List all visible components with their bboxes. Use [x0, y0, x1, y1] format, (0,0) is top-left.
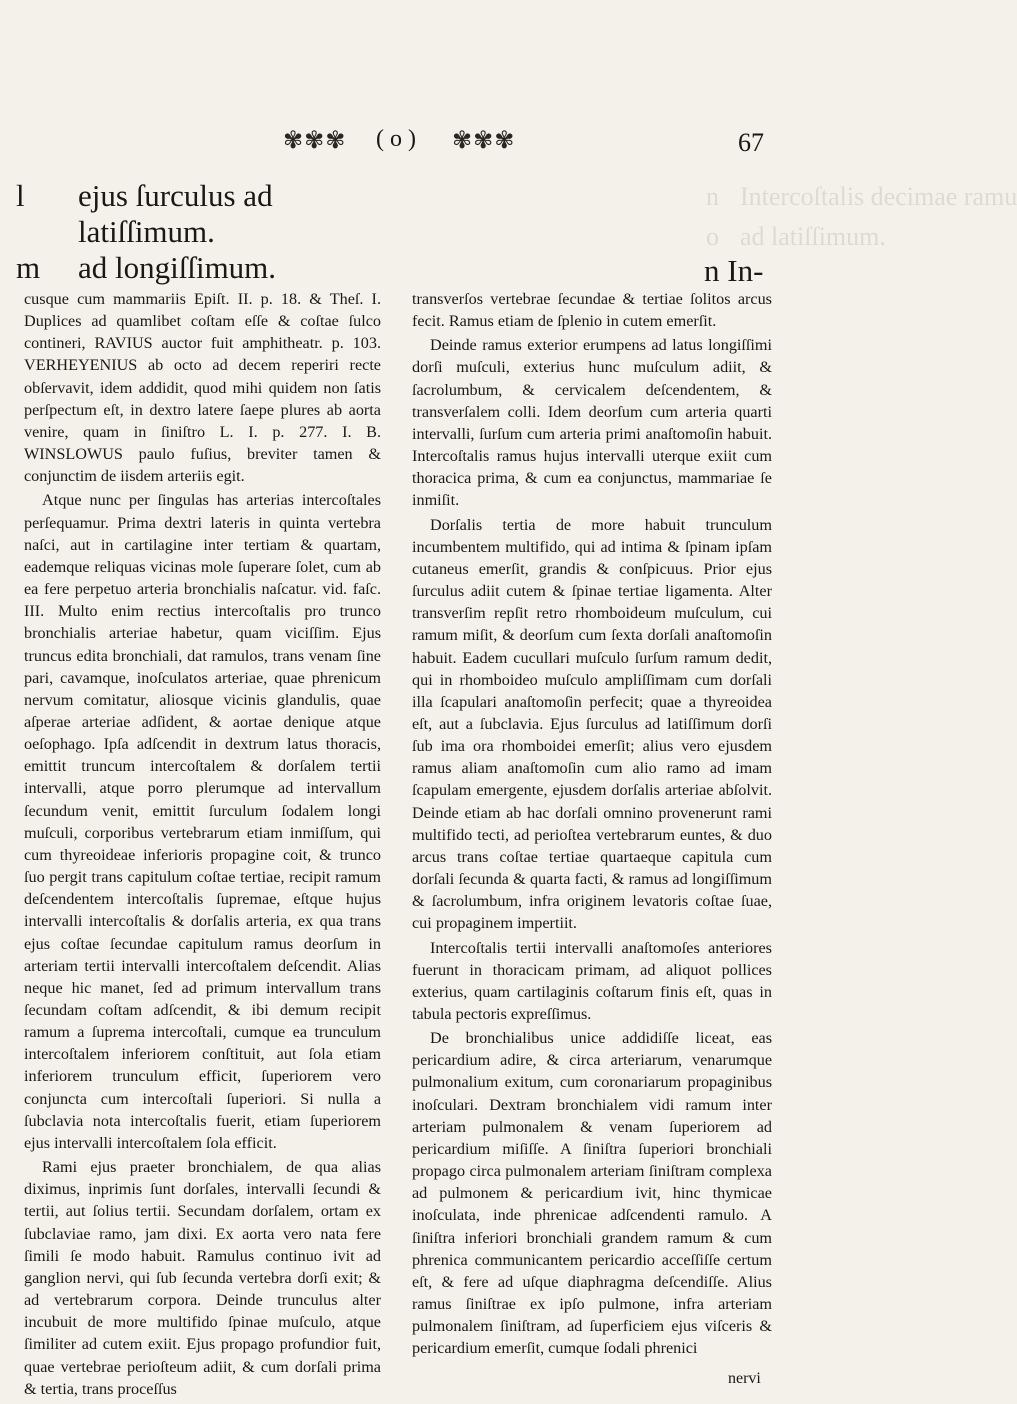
page-number: 67 [738, 128, 764, 157]
catchword: nervi [728, 1370, 761, 1387]
footnote-text: ejus ſurculus ad latiſſimum. [78, 178, 273, 249]
running-head: ( o ) [376, 126, 416, 152]
show-through-text: Intercoſtalis decimae ramu [740, 182, 1017, 211]
paragraph: Deinde ramus exterior erumpens ad latus longiſſimi dorſi muſculi, exterius hunc muſculum adiit, & ſacrolumbum, & cervicalem deſcendentem, & transverſalem colli. Idem deorſum cum arteria quarti intervalli, ſurſum cum arteria primi anaſtomoſin habuit. Intercoſtalis ramus hujus intervalli uterque exiit cum thoracica prima, & cum ea conjunctus, mammariae ſe inmiſit. [412, 336, 772, 510]
footnote-continuation: n In- [704, 253, 764, 288]
headpiece-ornament-right: ✾✾✾ [452, 126, 516, 154]
left-column [24, 288, 381, 1402]
paragraph: Rami ejus praeter bronchialem, de qua alias diximus, inprimis ſunt dorſales, intervalli ſecundi & tertii, aut ſolius tertii. Secundam dorſalem, ortam ex ſubclaviae ramo, jam dixi. Ex aorta vero nata fere ſimili ſe modo habuit. Ramulus continuo ivit ad ganglion nervi, qui ſub ſecunda vertebra dorſi exit; & ad vertebrarum corpora. Deinde trunculus alter incubuit de more multifido ſpinae muſculo, atque ſimiliter ad cutem exiit. Ejus propago profundior fuit, quae vertebrae perioſteum adiit, & cum dorſali prima & tertia, trans proceſſus [24, 1158, 381, 1398]
paragraph: De bronchialibus unice addidiſſe liceat, eas pericardium adire, & circa arteriarum, venarumque pulmonalium exitum, cum coronariarum propaginibus inoſculari. Dextram bronchialem vidi ramum inter arteriam pulmonalem & venam ſuperiorem ad pericardium miſiſſe. A ſiniſtra ſuperiori bronchiali propago circa pulmonalem arteriam ſiniſtram complexa ad pulmonem & pericardium ivit, hinc thymicae inoſculata, inde phrenicae adſcendenti ramulo. A ſiniſtra inferiori bronchiali grandem ramum & cum phrenica communicantem pericardio acceſſiſſe certum eſt, & fere ad uſque diaphragma deſcendiſſe. Alius ramus ſiniſtrae ex ipſo pulmone, infra arteriam pulmonalem ſiniſtram, ad ſuperficiem ejus viſceris & pericardium emerſit, cumque ſodali phrenici [412, 1029, 772, 1358]
paragraph: transverſos vertebrae ſecundae & tertiae ſolitos arcus fecit. Ramus etiam de ſplenio in cutem emerſit. [412, 290, 772, 331]
paragraph: Intercoſtalis tertii intervalli anaſtomoſes anteriores fuerunt in thoracicam primam, ad aliquot pollices exterius, quam cartilaginis coſtarum finis eſt, quas in tabula pectoris expreſſimus. [412, 938, 772, 1023]
footnote-m [16, 250, 406, 286]
show-through-text: o [706, 222, 719, 251]
footnote-key: m [16, 250, 41, 285]
footnote-l [16, 178, 406, 250]
footnote-block [16, 178, 406, 286]
show-through-text: n [706, 182, 719, 211]
show-through-text: ad latiſſimum. [740, 222, 886, 251]
footnote-text: ad longiſſimum. [78, 250, 277, 285]
headpiece-ornament-left: ✾✾✾ [283, 126, 347, 154]
paragraph: cusque cum mammariis Epiſt. II. p. 18. & Theſ. I. Duplices ad quamlibet coſtam eſſe & coſtae ſulco contineri, RAVIUS auctor fuit amphitheatr. p. 103. VERHEYENIUS ab octo ad decem reperiri recte obſervavit, idem addidit, quod mihi quidem non ſatis perſpectum eſt, in dextro latere ſaepe plures ab aorta venire, quam in ſiniſtro L. I. p. 277. I. B. WINSLOWUS paulo fuſius, breviter tamen & conjunctim de iisdem arteriis egit. [24, 290, 381, 486]
footnote-key: l [16, 178, 25, 213]
paragraph: Dorſalis tertia de more habuit trunculum incumbentem multifido, qui ad intima & ſpinam ipſam cutaneus emerſit, grandis & conſpicuus. Prior ejus ſurculus adiit cutem & ſpinae tertiae ligamenta. Alter transverſim repſit retro rhomboideum muſculum, cui ramum miſit, & deorſum cum ſexta dorſali anaſtomoſin habuit. Eadem cucullari muſculo ſurſum ramum dedit, qui in rhomboideo muſculo ampliſſimam cum dorſali illa ſcapulari anaſtomoſin perfecit; quae a thyreoidea eſt, aut a ſubclavia. Ejus ſurculus ad latiſſimum dorſi ſub ima ora rhomboidei emerſit; alius vero ejusdem ramus aliam anaſtomoſin cum alio ramo ad imam ſcapulam emergente, ejusdem dorſalis arteriae abſolvit. Deinde etiam ab hac dorſali omnino provenerunt rami multifido tecti, ad perioſtea vertebrarum euntes, & duo arcus trans coſtae tertiae quartaeque capitula cum dorſali ſecunda & quarta facti, & ramus ad longiſſimum & ſacrolumbum, infra originem levatoris coſtae ſuae, cui propaginem impertiit. [412, 515, 772, 933]
paragraph: Atque nunc per ſingulas has arterias intercoſtales perſequamur. Prima dextri lateris in quinta vertebra naſci, aut in cartilagine inter tertiam & quartam, eademque reliquas vicinas mole ſuperare ſolet, cum ab ea fere perpetuo arteria bronchialis naſcatur. vid. faſc. III. Multo enim rectius intercoſtalis pro trunco bronchialis arteriae habetur, quam viciſſim. Ejus truncus edita bronchiali, dat ramulos, trans venam ſine pari, cavamque, inoſculatos arteriae, quae phrenicum nervum comitatur, aliosque vicinis glandulis, quae aſperae arteriae adſident, & aortae denique atque oeſophago. Ipſa adſcendit in dextrum latus thoracis, emittit truncum intercoſtalem & dorſalem tertii intervalli, atque porro plerumque ad intervallum ſecundum venit, emittit ſurculum ſodalem longi muſculi, corporibus vertebrarum etiam inmiſſum, qui cum thyreoideae inferioris propagine coit, & trunco ſuo pergit trans capitulum coſtae tertiae, recipit ramum deſcendentem intercoſtalis ſupremae, eſtque hujus intervalli intercoſtalis & dorſalis arteria, ex qua trans ejus coſtae ſecundae capitulum ramus deorſum in arteriam tertii intervalli intercoſtalem deſcendit. Alias neque hic manet, ſed ad primum intervallum trans ſecundam coſtam adſcendit, & ibi demum recipit ramum a ſuprema intercoſtali, cumque ea trunculum intercoſtalem inferiorem conſtituit, aut ſola etiam inferiorem trunculum efficit, ſuperiorem vero conjuncta cum intercoſtali ſuperiori. Si nulla a ſubclavia nota intercoſtalis fuerit, etiam ſuperiorem ejus intervalli intercoſtalem ſola efficit. [24, 491, 381, 1152]
right-column [412, 288, 772, 1362]
